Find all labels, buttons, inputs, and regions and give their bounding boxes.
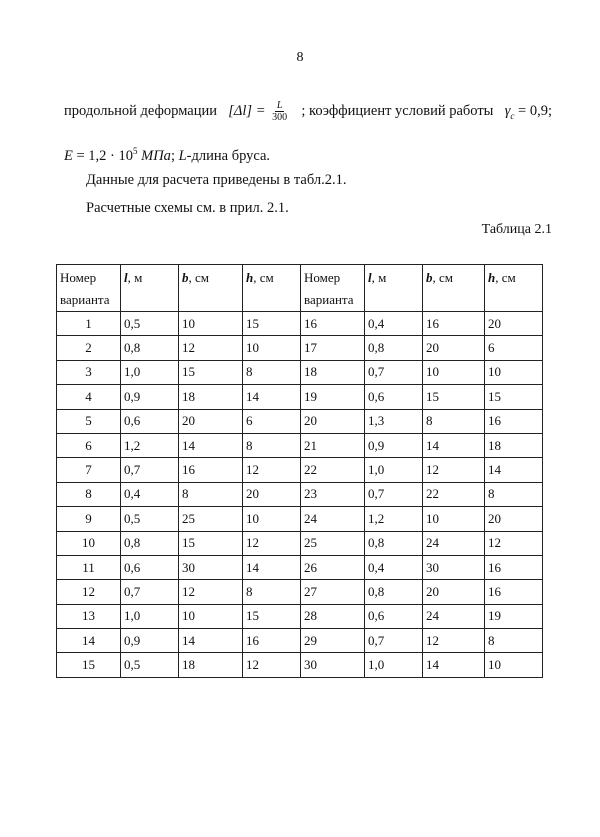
cell-h-b: 14 xyxy=(485,458,543,482)
cell-l-a: 0,4 xyxy=(121,482,179,506)
cell-b-b: 15 xyxy=(423,385,485,409)
cell-l-b: 0,9 xyxy=(365,433,423,457)
cell-variant-a: 1 xyxy=(57,312,121,336)
cell-l-b: 0,7 xyxy=(365,482,423,506)
cell-b-a: 12 xyxy=(179,336,243,360)
cell-b-a: 14 xyxy=(179,629,243,653)
header-b-symbol: b xyxy=(182,270,189,285)
cell-h-b: 19 xyxy=(485,604,543,628)
table-row xyxy=(57,507,543,531)
page-number: 8 xyxy=(296,50,304,65)
cell-b-a: 16 xyxy=(179,458,243,482)
cell-h-a: 6 xyxy=(243,409,301,433)
cell-variant-a: 8 xyxy=(57,482,121,506)
cell-l-b: 0,4 xyxy=(365,312,423,336)
header-l-unit: , м xyxy=(371,270,387,285)
table-row xyxy=(57,531,543,555)
cell-variant-b: 16 xyxy=(301,312,365,336)
text-line-schemes-reference: Расчетные схемы см. в прил. 2.1. xyxy=(86,200,289,216)
table-header-row xyxy=(57,265,543,312)
cell-b-a: 30 xyxy=(179,555,243,579)
cell-l-b: 0,8 xyxy=(365,580,423,604)
header-l-symbol: l xyxy=(368,270,372,285)
modulus-value: = 1,2 · 10 xyxy=(76,147,133,164)
cell-b-a: 20 xyxy=(179,409,243,433)
cell-l-a: 1,0 xyxy=(121,360,179,384)
cell-h-a: 10 xyxy=(243,507,301,531)
table-caption: Таблица 2.1 xyxy=(481,222,552,237)
table-row xyxy=(57,336,543,360)
header-h-2 xyxy=(485,265,543,312)
cell-l-a: 0,6 xyxy=(121,555,179,579)
cell-h-b: 8 xyxy=(485,629,543,653)
text-line-deformation xyxy=(64,100,552,123)
cell-variant-b: 23 xyxy=(301,482,365,506)
modulus-unit: МПа xyxy=(141,147,171,164)
cell-variant-b: 27 xyxy=(301,580,365,604)
header-l-2 xyxy=(365,265,423,312)
cell-variant-a: 14 xyxy=(57,629,121,653)
cell-l-a: 0,9 xyxy=(121,385,179,409)
cell-h-b: 8 xyxy=(485,482,543,506)
cell-b-b: 14 xyxy=(423,433,485,457)
header-h-symbol: h xyxy=(246,270,254,285)
cell-variant-a: 4 xyxy=(57,385,121,409)
table-row xyxy=(57,385,543,409)
table-row xyxy=(57,604,543,628)
cell-h-b: 10 xyxy=(485,360,543,384)
length-symbol: L xyxy=(178,147,187,164)
cell-b-b: 10 xyxy=(423,507,485,531)
cell-variant-a: 6 xyxy=(57,433,121,457)
cell-h-a: 8 xyxy=(243,433,301,457)
table-row xyxy=(57,409,543,433)
cell-h-b: 10 xyxy=(485,653,543,677)
cell-b-b: 24 xyxy=(423,531,485,555)
header-b-unit: , см xyxy=(188,270,209,285)
cell-l-a: 1,2 xyxy=(121,433,179,457)
cell-b-b: 30 xyxy=(423,555,485,579)
cell-variant-a: 3 xyxy=(57,360,121,384)
cell-b-a: 15 xyxy=(179,531,243,555)
cell-variant-a: 9 xyxy=(57,507,121,531)
cell-variant-a: 15 xyxy=(57,653,121,677)
header-h-1 xyxy=(243,265,301,312)
header-variant-1: Номер варианта xyxy=(57,265,121,312)
cell-variant-b: 19 xyxy=(301,385,365,409)
cell-h-a: 8 xyxy=(243,580,301,604)
table-row xyxy=(57,629,543,653)
gamma-symbol: γ xyxy=(504,102,511,119)
cell-variant-b: 29 xyxy=(301,629,365,653)
cell-l-a: 0,8 xyxy=(121,336,179,360)
cell-b-a: 12 xyxy=(179,580,243,604)
cell-b-b: 12 xyxy=(423,458,485,482)
deformation-label: продольной деформации xyxy=(64,103,217,119)
cell-h-b: 18 xyxy=(485,433,543,457)
table-row xyxy=(57,360,543,384)
cell-variant-a: 2 xyxy=(57,336,121,360)
cell-variant-a: 5 xyxy=(57,409,121,433)
header-variant-2: Номер варианта xyxy=(301,265,365,312)
deformation-formula xyxy=(228,100,290,123)
cell-l-b: 1,3 xyxy=(365,409,423,433)
fraction-numerator: L xyxy=(276,100,283,111)
cell-variant-a: 13 xyxy=(57,604,121,628)
cell-b-a: 8 xyxy=(179,482,243,506)
gamma-value: = 0,9; xyxy=(518,102,552,119)
cell-b-b: 14 xyxy=(423,653,485,677)
formula-left: [Δl] = xyxy=(228,102,266,119)
table-row xyxy=(57,580,543,604)
header-h-unit: , см xyxy=(253,270,274,285)
cell-h-b: 20 xyxy=(485,312,543,336)
cell-b-a: 14 xyxy=(179,433,243,457)
coefficient-formula xyxy=(505,103,552,121)
header-h-unit: , см xyxy=(495,270,516,285)
cell-b-a: 18 xyxy=(179,653,243,677)
cell-b-b: 20 xyxy=(423,336,485,360)
modulus-symbol: E xyxy=(64,147,73,164)
cell-h-b: 20 xyxy=(485,507,543,531)
cell-h-a: 12 xyxy=(243,531,301,555)
cell-h-a: 12 xyxy=(243,458,301,482)
text-line-data-reference: Данные для расчета приведены в табл.2.1. xyxy=(86,172,347,188)
cell-l-a: 1,0 xyxy=(121,604,179,628)
header-b-2 xyxy=(423,265,485,312)
cell-l-b: 0,8 xyxy=(365,336,423,360)
cell-h-a: 10 xyxy=(243,336,301,360)
fraction-denominator: 300 xyxy=(272,112,288,123)
cell-l-b: 0,7 xyxy=(365,360,423,384)
cell-b-b: 22 xyxy=(423,482,485,506)
cell-b-b: 20 xyxy=(423,580,485,604)
header-l-unit: , м xyxy=(127,270,143,285)
header-b-unit: , см xyxy=(432,270,453,285)
cell-l-b: 1,0 xyxy=(365,458,423,482)
cell-l-a: 0,9 xyxy=(121,629,179,653)
cell-h-b: 16 xyxy=(485,409,543,433)
cell-variant-b: 17 xyxy=(301,336,365,360)
header-b-1 xyxy=(179,265,243,312)
cell-l-b: 0,6 xyxy=(365,385,423,409)
table-row xyxy=(57,433,543,457)
formula-fraction xyxy=(272,100,287,123)
cell-b-a: 10 xyxy=(179,312,243,336)
cell-h-a: 12 xyxy=(243,653,301,677)
header-l-1 xyxy=(121,265,179,312)
cell-l-b: 0,4 xyxy=(365,555,423,579)
header-h-symbol: h xyxy=(488,270,496,285)
cell-variant-b: 24 xyxy=(301,507,365,531)
cell-b-b: 24 xyxy=(423,604,485,628)
cell-h-a: 16 xyxy=(243,629,301,653)
cell-variant-a: 12 xyxy=(57,580,121,604)
cell-variant-b: 30 xyxy=(301,653,365,677)
length-text: -длина бруса. xyxy=(186,147,271,164)
table-row xyxy=(57,312,543,336)
cell-l-a: 0,5 xyxy=(121,653,179,677)
cell-variant-a: 7 xyxy=(57,458,121,482)
cell-h-a: 20 xyxy=(243,482,301,506)
text-line-modulus: $E = 1,2 \cdot 10^5$ МПа; L-длина бруса. xyxy=(64,146,271,164)
header-l-symbol: l xyxy=(124,270,128,285)
cell-h-b: 16 xyxy=(485,580,543,604)
cell-b-b: 12 xyxy=(423,629,485,653)
cell-l-b: 1,0 xyxy=(365,653,423,677)
cell-l-b: 0,7 xyxy=(365,629,423,653)
cell-variant-a: 11 xyxy=(57,555,121,579)
cell-h-b: 16 xyxy=(485,555,543,579)
cell-b-a: 18 xyxy=(179,385,243,409)
cell-l-a: 0,5 xyxy=(121,507,179,531)
cell-h-b: 15 xyxy=(485,385,543,409)
cell-variant-b: 28 xyxy=(301,604,365,628)
cell-b-b: 16 xyxy=(423,312,485,336)
cell-l-b: 0,8 xyxy=(365,531,423,555)
cell-h-a: 14 xyxy=(243,385,301,409)
cell-l-a: 0,7 xyxy=(121,458,179,482)
cell-h-a: 14 xyxy=(243,555,301,579)
cell-h-a: 15 xyxy=(243,604,301,628)
header-b-symbol: b xyxy=(426,270,433,285)
cell-l-b: 0,6 xyxy=(365,604,423,628)
table-row xyxy=(57,653,543,677)
cell-variant-b: 22 xyxy=(301,458,365,482)
cell-b-a: 25 xyxy=(179,507,243,531)
cell-l-b: 1,2 xyxy=(365,507,423,531)
cell-variant-b: 21 xyxy=(301,433,365,457)
table-row xyxy=(57,482,543,506)
cell-b-b: 8 xyxy=(423,409,485,433)
cell-variant-b: 26 xyxy=(301,555,365,579)
table-body xyxy=(57,265,543,678)
cell-b-a: 10 xyxy=(179,604,243,628)
cell-variant-b: 18 xyxy=(301,360,365,384)
table-row xyxy=(57,458,543,482)
cell-l-a: 0,7 xyxy=(121,580,179,604)
cell-l-a: 0,5 xyxy=(121,312,179,336)
modulus-exponent: 5 xyxy=(133,146,138,156)
cell-l-a: 0,6 xyxy=(121,409,179,433)
data-table xyxy=(56,264,543,678)
coefficient-label: ; коэффициент условий работы xyxy=(301,103,494,119)
cell-variant-b: 20 xyxy=(301,409,365,433)
cell-l-a: 0,8 xyxy=(121,531,179,555)
cell-b-a: 15 xyxy=(179,360,243,384)
cell-h-b: 12 xyxy=(485,531,543,555)
gamma-subscript: c xyxy=(510,110,515,121)
cell-b-b: 10 xyxy=(423,360,485,384)
cell-variant-a: 10 xyxy=(57,531,121,555)
cell-h-b: 6 xyxy=(485,336,543,360)
cell-h-a: 8 xyxy=(243,360,301,384)
cell-variant-b: 25 xyxy=(301,531,365,555)
cell-h-a: 15 xyxy=(243,312,301,336)
table-row xyxy=(57,555,543,579)
